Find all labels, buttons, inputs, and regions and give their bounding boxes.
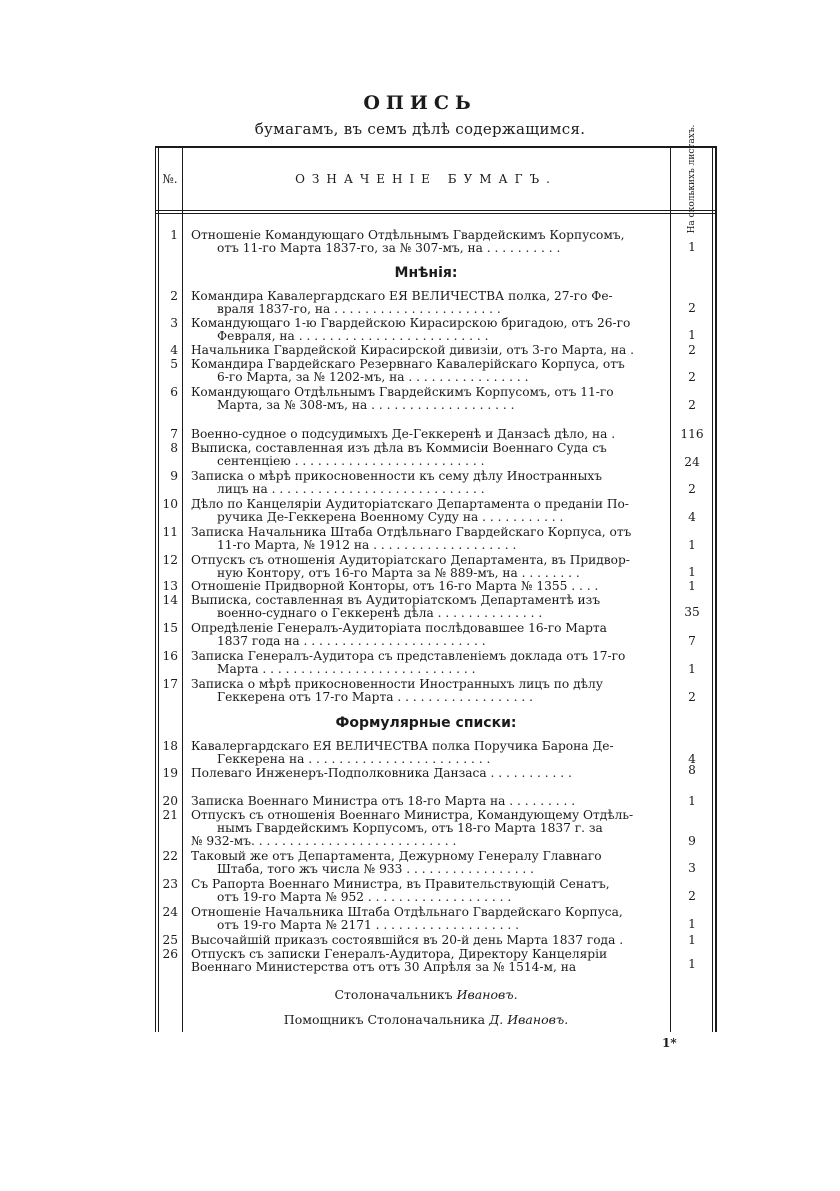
row-sheets: 1 [688, 957, 696, 971]
row-number: 13 [162, 579, 178, 593]
row-description-cont: 6-го Марта, за № 1202-мъ, на . . . . . . . . . . . . . . . . [217, 371, 529, 384]
row-description-cont: военно-суднаго о Геккеренѣ дѣла . . . . . . . . . . . . . . [217, 607, 543, 620]
row-description-cont: отъ 11-го Марта 1837-го, за № 307-мъ, на . . . . . . . . . . [217, 242, 561, 255]
row-description: Отношеніе Командующаго Отдѣльнымъ Гвардейскимъ Корпусомъ, [191, 229, 625, 242]
row-description: Военно-судное о подсудимыхъ Де-Геккеренѣ и Данзасѣ дѣло, на . [191, 428, 616, 441]
row-description-cont: № 932-мъ. . . . . . . . . . . . . . . . . . . . . . . . . . . [191, 835, 457, 848]
section-heading-records: Формулярные списки: [335, 715, 517, 731]
row-number: 12 [162, 553, 178, 567]
row-description-cont: сентенціею . . . . . . . . . . . . . . . . . . . . . . . . . [217, 455, 485, 468]
row-number: 9 [170, 469, 178, 483]
row-description-cont: отъ 19-го Марта № 2171 . . . . . . . . . . . . . . . . . . . [217, 919, 519, 932]
row-description: Дѣло по Канцеляріи Аудиторіатскаго Департамента о преданіи По- [191, 498, 629, 511]
row-number: 23 [162, 877, 178, 891]
row-description: Съ Рапорта Военнаго Министра, въ Правительствующій Сенатъ, [191, 878, 610, 891]
row-description: Полеваго Инженеръ-Подполковника Данзаса . . . . . . . . . . . [191, 767, 572, 780]
row-number: 7 [170, 427, 178, 441]
row-description: Опредѣленіе Генералъ-Аудиторіата послѣдовавшее 16-го Марта [191, 622, 607, 635]
page-number: 1* [662, 1036, 677, 1050]
row-description: Записка Военнаго Министра отъ 18-го Марта на . . . . . . . . . [191, 795, 576, 808]
row-number: 10 [162, 497, 178, 511]
column-header-number: №. [162, 172, 178, 186]
row-description-cont: лицъ на . . . . . . . . . . . . . . . . . . . . . . . . . . . . [217, 483, 485, 496]
row-description: Кавалергардскаго ЕЯ ВЕЛИЧЕСТВА полка Поручика Барона Де- [191, 740, 614, 753]
row-number: 15 [162, 621, 178, 635]
row-description: Выписка, составленная изъ дѣла въ Коммисіи Военнаго Суда съ [191, 442, 607, 455]
signature-title: Помощникъ Столоначальника [283, 1012, 486, 1027]
row-number: 25 [162, 933, 178, 947]
row-sheets: 35 [684, 605, 700, 619]
table-header-divider-2 [155, 213, 717, 214]
row-number: 16 [162, 649, 178, 663]
row-description-cont: Штаба, того жъ числа № 933 . . . . . . . . . . . . . . . . . [217, 863, 535, 876]
row-sheets: 4 [688, 752, 696, 766]
row-description: Командира Кавалергардскаго ЕЯ ВЕЛИЧЕСТВА полка, 27-го Фе- [191, 290, 613, 303]
signature-name: Ивановъ. [456, 987, 518, 1002]
row-description-cont: Марта, за № 308-мъ, на . . . . . . . . . . . . . . . . . . . [217, 399, 515, 412]
row-number: 18 [162, 739, 178, 753]
row-description: Отпускъ съ отношенія Аудиторіатскаго Департамента, въ Придвор- [191, 554, 630, 567]
row-sheets: 2 [688, 343, 696, 357]
page-subtitle: бумагамъ, въ семъ дѣлѣ содержащимся. [254, 120, 586, 138]
row-sheets: 116 [680, 427, 704, 441]
row-description: Записка Начальника Штаба Отдѣльнаго Гвардейскаго Корпуса, отъ [191, 526, 632, 539]
row-number: 4 [170, 343, 178, 357]
row-number: 1 [170, 228, 178, 242]
row-sheets: 1 [688, 933, 696, 947]
row-description: Командующаго Отдѣльнымъ Гвардейскимъ Корпусомъ, отъ 11-го [191, 386, 614, 399]
row-number: 8 [170, 441, 178, 455]
row-description: Отношеніе Придворной Конторы, отъ 16-го Марта № 1355 . . . . [191, 580, 599, 593]
row-sheets: 24 [684, 455, 700, 469]
row-number: 3 [170, 316, 178, 330]
row-description: Отношеніе Начальника Штаба Отдѣльнаго Гвардейскаго Корпуса, [191, 906, 623, 919]
row-description-cont: Геккерена на . . . . . . . . . . . . . . . . . . . . . . . . [217, 753, 491, 766]
column-header-sheets: На сколькихъ листахъ. [687, 124, 697, 234]
row-description-cont: нымъ Гвардейскимъ Корпусомъ, отъ 18-го Марта 1837 г. за [217, 822, 603, 835]
row-number: 6 [170, 385, 178, 399]
row-description-cont: враля 1837-го, на . . . . . . . . . . . . . . . . . . . . . . [217, 303, 501, 316]
row-sheets: 2 [688, 482, 696, 496]
row-sheets: 3 [688, 861, 696, 875]
row-sheets: 9 [688, 834, 696, 848]
row-description: Высочайшій приказъ состоявшійся въ 20-й день Марта 1837 года . [191, 934, 624, 947]
row-description-cont: Февраля, на . . . . . . . . . . . . . . . . . . . . . . . . . [217, 330, 489, 343]
row-description-cont: Марта . . . . . . . . . . . . . . . . . . . . . . . . . . . . [217, 663, 476, 676]
row-description-cont: ную Контору, отъ 16-го Марта за № 889-мъ, на . . . . . . . . [217, 567, 580, 580]
signature-title: Столоначальникъ [334, 987, 453, 1002]
row-description: Выписка, составленная въ Аудиторіатскомъ Департаментѣ изъ [191, 594, 601, 607]
signature-head-clerk [182, 987, 670, 1002]
signature-assistant-clerk [182, 1012, 670, 1027]
table-header-divider [155, 210, 717, 211]
row-sheets: 2 [688, 398, 696, 412]
table-right-border-outer [715, 146, 717, 1032]
row-sheets: 2 [688, 370, 696, 384]
row-description: Командующаго 1-ю Гвардейскою Кирасирскою бригадою, отъ 26-го [191, 317, 631, 330]
row-description: Записка Генералъ-Аудитора съ представленіемъ доклада отъ 17-го [191, 650, 626, 663]
column-header-description: ОЗНАЧЕНІЕ БУМАГЪ. [295, 172, 557, 186]
row-number: 21 [162, 808, 178, 822]
row-number: 17 [162, 677, 178, 691]
row-sheets: 1 [688, 538, 696, 552]
table-top-border [155, 146, 717, 148]
row-number: 2 [170, 289, 178, 303]
row-description: Командира Гвардейскаго Резервнаго Кавалерійскаго Корпуса, отъ [191, 358, 625, 371]
row-sheets: 1 [688, 579, 696, 593]
signature-name: Д. Ивановъ. [489, 1012, 569, 1027]
row-sheets: 1 [688, 662, 696, 676]
row-sheets: 1 [688, 917, 696, 931]
row-description: Начальника Гвардейской Кирасирской дивизіи, отъ 3-го Марта, на . [191, 344, 635, 357]
row-number: 26 [162, 947, 178, 961]
row-description: Записка о мѣрѣ прикосновенности Иностранныхъ лицъ по дѣлу [191, 678, 603, 691]
row-description-cont: 1837 года на . . . . . . . . . . . . . . . . . . . . . . . . [217, 635, 486, 648]
page-title: ОПИСЬ [363, 92, 477, 114]
row-sheets: 2 [688, 301, 696, 315]
row-number: 19 [162, 766, 178, 780]
table-left-border [155, 146, 156, 1032]
row-sheets: 1 [688, 328, 696, 342]
row-sheets: 1 [688, 240, 696, 254]
row-number: 11 [162, 525, 178, 539]
row-sheets: 2 [688, 889, 696, 903]
row-description-cont: отъ 19-го Марта № 952 . . . . . . . . . . . . . . . . . . . [217, 891, 512, 904]
row-sheets: 8 [688, 763, 696, 777]
row-sheets: 4 [688, 510, 696, 524]
row-number: 5 [170, 357, 178, 371]
row-number: 20 [162, 794, 178, 808]
row-sheets: 2 [688, 690, 696, 704]
row-number: 24 [162, 905, 178, 919]
row-sheets: 1 [688, 565, 696, 579]
row-sheets: 1 [688, 794, 696, 808]
row-number: 22 [162, 849, 178, 863]
row-description-cont: Геккерена отъ 17-го Марта . . . . . . . . . . . . . . . . . . [217, 691, 533, 704]
row-description-cont: ручика Де-Геккерена Военному Суду на . . . . . . . . . . . [217, 511, 564, 524]
row-description: Отпускъ съ отношенія Военнаго Министра, Командующему Отдѣль- [191, 809, 634, 822]
section-heading-opinions: Мнѣнія: [394, 265, 458, 281]
row-number: 14 [162, 593, 178, 607]
row-description-cont: Военнаго Министерства отъ отъ 30 Апрѣля за № 1514-м, на [191, 961, 577, 974]
row-description: Отпускъ съ записки Генералъ-Аудитора, Директору Канцеляріи [191, 948, 608, 961]
row-sheets: 7 [688, 634, 696, 648]
row-description-cont: 11-го Марта, № 1912 на . . . . . . . . . . . . . . . . . . . [217, 539, 517, 552]
row-description: Записка о мѣрѣ прикосновенности къ сему дѣлу Иностранныхъ [191, 470, 603, 483]
row-description: Таковый же отъ Департамента, Дежурному Генералу Главнаго [191, 850, 602, 863]
